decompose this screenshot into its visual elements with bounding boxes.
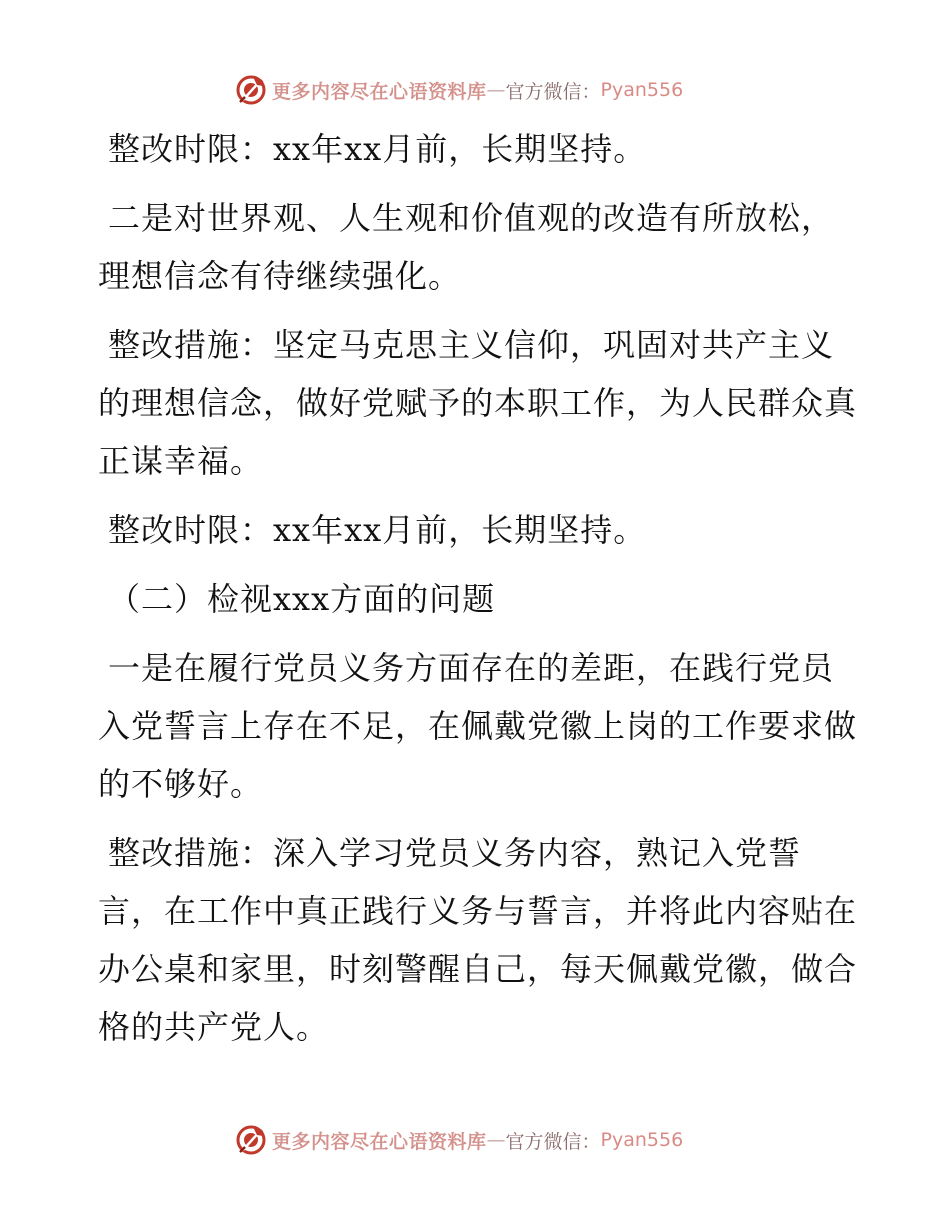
paragraph-rectify-deadline-2: 整改时限：xx年xx月前，长期坚持。 (108, 511, 647, 549)
document-body (98, 120, 858, 1067)
banner-wechat-label: 官方微信 (505, 1130, 582, 1153)
banner-brand-text: 更多内容尽在心语资料库 (272, 1130, 487, 1153)
banner-wechat-id: Pyan556 (600, 1129, 684, 1151)
paragraph-rectify-measures-1: 整改措施：坚定马克思主义信仰，巩固对共产主义的理想信念，做好党赋予的本职工作，为人民群众真正谋幸福。 (98, 326, 858, 480)
quill-pen-logo-icon (234, 73, 268, 107)
banner-separator: — (486, 1129, 506, 1151)
banner-separator: — (486, 79, 506, 101)
footer-banner (234, 1122, 683, 1158)
header-banner (234, 72, 683, 108)
banner-brand-text: 更多内容尽在心语资料库 (272, 80, 487, 103)
paragraph-rectify-deadline-1: 整改时限：xx年xx月前，长期坚持。 (108, 130, 647, 168)
paragraph-issue-worldview: 二是对世界观、人生观和价值观的改造有所放松，理想信念有待继续强化。 (98, 199, 835, 295)
section-heading: （二）检视xxx方面的问题 (108, 580, 496, 618)
banner-colon: ： (581, 80, 601, 103)
banner-colon: ： (581, 1130, 601, 1153)
paragraph-rectify-measures-2: 整改措施：深入学习党员义务内容，熟记入党誓言，在工作中真正践行义务与誓言，并将此内容贴在办公桌和家里，时刻警醒自己，每天佩戴党徽，做合格的共产党人。 (98, 834, 858, 1046)
quill-pen-logo-icon (234, 1123, 268, 1157)
banner-wechat-id: Pyan556 (600, 79, 684, 101)
paragraph-issue-party-duty: 一是在履行党员义务方面存在的差距，在践行党员入党誓言上存在不足，在佩戴党徽上岗的工作要求做的不够好。 (98, 649, 858, 803)
banner-wechat-label: 官方微信 (505, 80, 582, 103)
